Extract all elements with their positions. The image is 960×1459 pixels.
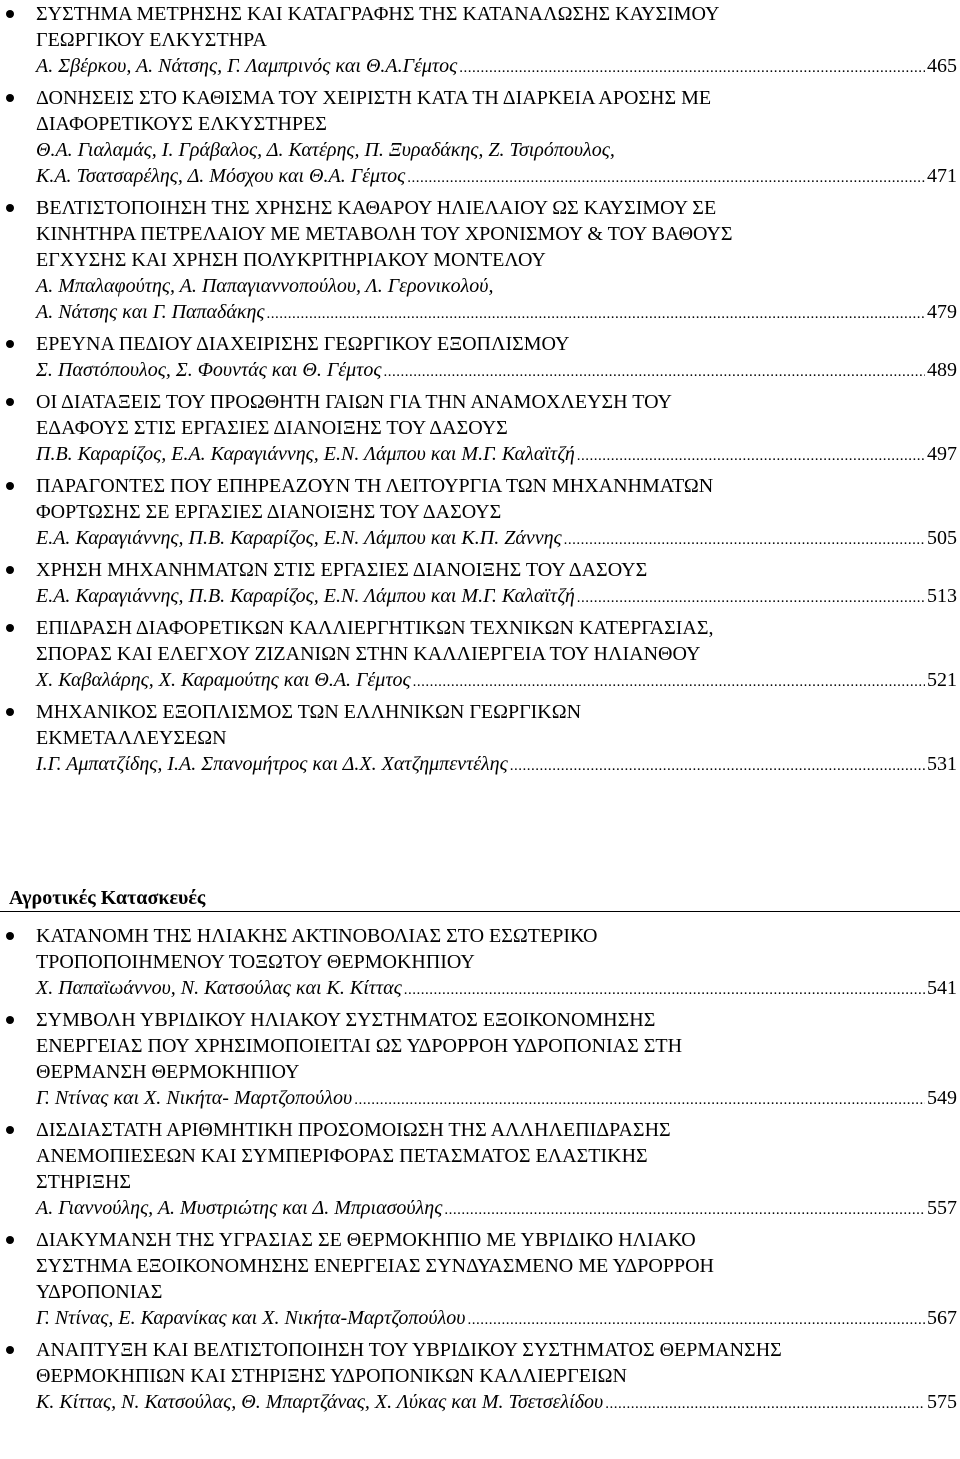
bullet-icon [6,1236,14,1244]
bullet-icon [6,94,14,102]
entry-authors-with-page [36,975,957,1003]
entry-authors: Σ. Παστόπουλος, Σ. Φουντάς και Θ. Γέμτος [36,359,382,381]
toc-entry [0,331,960,385]
entry-title-line: ΟΙ ΔΙΑΤΑΞΕΙΣ ΤΟΥ ΠΡΟΩΘΗΤΗ ΓΑΙΩΝ ΓΙΑ ΤΗΝ ΑΝΑΜΟΧΛΕΥΣΗ ΤΟΥ [36,391,672,413]
entry-authors: Α. Σβέρκου, Α. Νάτσης, Γ. Λαμπρινός και Θ.Α.Γέμτος [36,55,458,77]
entry-title-line: ΜΗΧΑΝΙΚΟΣ ΕΞΟΠΛΙΣΜΟΣ ΤΩΝ ΕΛΛΗΝΙΚΩΝ ΓΕΩΡΓΙΚΩΝ [36,701,582,723]
entry-authors-with-page [36,1195,957,1223]
bullet-icon [6,566,14,574]
bullet-icon [6,398,14,406]
entry-title-line: ΣΥΣΤΗΜΑ ΕΞΟΙΚΟΝΟΜΗΣΗΣ ΕΝΕΡΓΕΙΑΣ ΣΥΝΔΥΑΣΜΕΝΟ ΜΕ ΥΔΡΟΡΡΟΗ [36,1255,714,1277]
dot-leader [459,55,925,81]
dot-leader [577,443,925,469]
entry-title-line: ΘΕΡΜΑΝΣΗ ΘΕΡΜΟΚΗΠΙΟΥ [36,1061,300,1083]
entry-title-line: ΘΕΡΜΟΚΗΠΙΩΝ ΚΑΙ ΣΤΗΡΙΞΗΣ ΥΔΡΟΠΟΝΙΚΩΝ ΚΑΛΛΙΕΡΓΕΙΩΝ [36,1365,627,1387]
entry-title-line: ΕΔΑΦΟΥΣ ΣΤΙΣ ΕΡΓΑΣΙΕΣ ΔΙΑΝΟΙΞΗΣ ΤΟΥ ΔΑΣΟΥΣ [36,417,508,439]
dot-leader [467,1307,925,1333]
entry-authors-with-page [36,667,957,695]
dot-leader [605,1391,925,1417]
toc-entry [0,389,960,469]
dot-leader [266,301,925,327]
entry-title-line: ΕΝΕΡΓΕΙΑΣ ΠΟΥ ΧΡΗΣΙΜΟΠΟΙΕΙΤΑΙ ΩΣ ΥΔΡΟΡΡΟΗ ΥΔΡΟΠΟΝΙΑΣ ΣΤΗ [36,1035,683,1057]
entry-title-line: ΦΟΡΤΩΣΗΣ ΣΕ ΕΡΓΑΣΙΕΣ ΔΙΑΝΟΙΞΗΣ ΤΟΥ ΔΑΣΟΥΣ [36,501,502,523]
toc-entry [0,1,960,81]
entry-title-line: ΑΝΕΜΟΠΙΕΣΕΩΝ ΚΑΙ ΣΥΜΠΕΡΙΦΟΡΑΣ ΠΕΤΑΣΜΑΤΟΣ ΕΛΑΣΤΙΚΗΣ [36,1145,648,1167]
entry-title-line: ΕΓΧΥΣΗΣ ΚΑΙ ΧΡΗΣΗ ΠΟΛΥΚΡΙΤΗΡΙΑΚΟΥ ΜΟΝΤΕΛΟΥ [36,249,546,271]
entry-authors-with-page [36,1085,957,1113]
bullet-icon [6,1126,14,1134]
toc-entry [0,1227,960,1333]
entry-authors-with-page [36,357,957,385]
entry-authors: Ι.Γ. Αμπατζίδης, Ι.Α. Σπανομήτρος και Δ.Χ. Χατζημπεντέλης [36,753,508,775]
entry-title-line: ΤΡΟΠΟΠΟΙΗΜΕΝΟΥ ΤΟΞΩΤΟΥ ΘΕΡΜΟΚΗΠΙΟΥ [36,951,475,973]
entry-title-line: ΔΙΑΚΥΜΑΝΣΗ ΤΗΣ ΥΓΡΑΣΙΑΣ ΣΕ ΘΕΡΜΟΚΗΠΙΟ ΜΕ ΥΒΡΙΔΙΚΟ ΗΛΙΑΚΟ [36,1229,696,1251]
bullet-icon [6,1346,14,1354]
entry-title-line: ΑΝΑΠΤΥΞΗ ΚΑΙ ΒΕΛΤΙΣΤΟΠΟΙΗΣΗ ΤΟΥ ΥΒΡΙΔΙΚΟΥ ΣΥΣΤΗΜΑΤΟΣ ΘΕΡΜΑΝΣΗΣ [36,1339,782,1361]
dot-leader [577,585,925,611]
dot-leader [383,359,925,385]
entry-authors-with-page [36,583,957,611]
entry-title-line: ΔΙΣΔΙΑΣΤΑΤΗ ΑΡΙΘΜΗΤΙΚΗ ΠΡΟΣΟΜΟΙΩΣΗ ΤΗΣ ΑΛΛΗΛΕΠΙΔΡΑΣΗΣ [36,1119,671,1141]
toc-entry [0,85,960,191]
toc-entry [0,1117,960,1223]
dot-leader [413,669,925,695]
entry-title-line: ΣΥΣΤΗΜΑ ΜΕΤΡΗΣΗΣ ΚΑΙ ΚΑΤΑΓΡΑΦΗΣ ΤΗΣ ΚΑΤΑΝΑΛΩΣΗΣ ΚΑΥΣΙΜΟΥ [36,3,720,25]
entry-page-number: 479 [927,301,957,323]
entry-authors: Κ.Α. Τσατσαρέλης, Δ. Μόσχου και Θ.Α. Γέμτος [36,165,406,187]
entry-page-number: 567 [927,1307,957,1329]
entry-authors-line: Α. Μπαλαφούτης, Α. Παπαγιαννοπούλου, Λ. Γερονικολού, [36,275,494,297]
dot-leader [444,1197,925,1223]
toc-entry [0,615,960,695]
bullet-icon [6,340,14,348]
entry-authors-with-page [36,525,957,553]
bullet-icon [6,1016,14,1024]
toc-entry [0,1337,960,1417]
entry-page-number: 513 [927,585,957,607]
entry-authors: Χ. Καβαλάρης, Χ. Καραμούτης και Θ.Α. Γέμτος [36,669,411,691]
entry-authors-line: Θ.Α. Γιαλαμάς, Ι. Γράβαλος, Δ. Κατέρης, Π. Ξυραδάκης, Ζ. Τσιρόπουλος, [36,139,615,161]
entry-title-line: ΒΕΛΤΙΣΤΟΠΟΙΗΣΗ ΤΗΣ ΧΡΗΣΗΣ ΚΑΘΑΡΟΥ ΗΛΙΕΛΑΙΟΥ ΩΣ ΚΑΥΣΙΜΟΥ ΣΕ [36,197,717,219]
entry-page-number: 497 [927,443,957,465]
entry-title-line: ΥΔΡΟΠΟΝΙΑΣ [36,1281,163,1303]
dot-leader [510,753,925,779]
entry-authors: Κ. Κίττας, Ν. Κατσούλας, Θ. Μπαρτζάνας, Χ. Λύκας και Μ. Τσετσελίδου [36,1391,604,1413]
toc-entry [0,923,960,1003]
entry-page-number: 541 [927,977,957,999]
entry-title-line: ΚΑΤΑΝΟΜΗ ΤΗΣ ΗΛΙΑΚΗΣ ΑΚΤΙΝΟΒΟΛΙΑΣ ΣΤΟ ΕΣΩΤΕΡΙΚΟ [36,925,598,947]
entry-page-number: 505 [927,527,957,549]
entry-title-line: ΣΠΟΡΑΣ ΚΑΙ ΕΛΕΓΧΟΥ ΖΙΖΑΝΙΩΝ ΣΤΗΝ ΚΑΛΛΙΕΡΓΕΙΑ ΤΟΥ ΗΛΙΑΝΘΟΥ [36,643,701,665]
entry-authors: Ε.Α. Καραγιάννης, Π.Β. Καραρίζος, Ε.Ν. Λάμπου και Μ.Γ. Καλαϊτζή [36,585,575,607]
entry-authors: Γ. Ντίνας και Χ. Νικήτα- Μαρτζοπούλου [36,1087,353,1109]
section-divider [0,911,960,912]
entry-title-line: ΕΚΜΕΤΑΛΛΕΥΣΕΩΝ [36,727,227,749]
entry-page-number: 549 [927,1087,957,1109]
entry-authors-with-page [36,1305,957,1333]
dot-leader [404,977,925,1003]
bullet-icon [6,624,14,632]
entry-authors-with-page [36,751,957,779]
toc-entry [0,699,960,779]
bullet-icon [6,482,14,490]
dot-leader [354,1087,925,1113]
section-heading: Αγροτικές Κατασκευές [9,887,206,909]
bullet-icon [6,10,14,18]
entry-authors-with-page [36,53,957,81]
entry-authors: Γ. Ντίνας, Ε. Καρανίκας και Χ. Νικήτα-Μαρτζοπούλου [36,1307,466,1329]
entry-page-number: 557 [927,1197,957,1219]
entry-title-line: ΣΥΜΒΟΛΗ ΥΒΡΙΔΙΚΟΥ ΗΛΙΑΚΟΥ ΣΥΣΤΗΜΑΤΟΣ ΕΞΟΙΚΟΝΟΜΗΣΗΣ [36,1009,656,1031]
entry-title-line: ΕΡΕΥΝΑ ΠΕΔΙΟΥ ΔΙΑΧΕΙΡΙΣΗΣ ΓΕΩΡΓΙΚΟΥ ΕΞΟΠΛΙΣΜΟΥ [36,333,570,355]
bullet-icon [6,204,14,212]
entry-page-number: 521 [927,669,957,691]
entry-authors-with-page [36,163,957,191]
toc-entry [0,557,960,611]
entry-page-number: 489 [927,359,957,381]
entry-title-line: ΠΑΡΑΓΟΝΤΕΣ ΠΟΥ ΕΠΗΡΕΑΖΟΥΝ ΤΗ ΛΕΙΤΟΥΡΓΙΑ ΤΩΝ ΜΗΧΑΝΗΜΑΤΩΝ [36,475,714,497]
entry-authors-with-page [36,441,957,469]
entry-title-line: ΔΟΝΗΣΕΙΣ ΣΤΟ ΚΑΘΙΣΜΑ ΤΟΥ ΧΕΙΡΙΣΤΗ ΚΑΤΑ ΤΗ ΔΙΑΡΚΕΙΑ ΑΡΟΣΗΣ ΜΕ [36,87,712,109]
entry-authors: Ε.Α. Καραγιάννης, Π.Β. Καραρίζος, Ε.Ν. Λάμπου και Κ.Π. Ζάννης [36,527,562,549]
entry-title-line: ΔΙΑΦΟΡΕΤΙΚΟΥΣ ΕΛΚΥΣΤΗΡΕΣ [36,113,327,135]
entry-title-line: ΕΠΙΔΡΑΣΗ ΔΙΑΦΟΡΕΤΙΚΩΝ ΚΑΛΛΙΕΡΓΗΤΙΚΩΝ ΤΕΧΝΙΚΩΝ ΚΑΤΕΡΓΑΣΙΑΣ, [36,617,714,639]
entry-authors: Π.Β. Καραρίζος, Ε.Α. Καραγιάννης, Ε.Ν. Λάμπου και Μ.Γ. Καλαϊτζή [36,443,575,465]
toc-entry [0,1007,960,1113]
entry-authors: Α. Νάτσης και Γ. Παπαδάκης [36,301,265,323]
entry-page-number: 465 [927,55,957,77]
toc-entry [0,473,960,553]
entry-page-number: 575 [927,1391,957,1413]
dot-leader [407,165,925,191]
entry-title-line: ΣΤΗΡΙΞΗΣ [36,1171,132,1193]
entry-authors-with-page [36,1389,957,1417]
entry-title-line: ΚΙΝΗΤΗΡΑ ΠΕΤΡΕΛΑΙΟΥ ΜΕ ΜΕΤΑΒΟΛΗ ΤΟΥ ΧΡΟΝΙΣΜΟΥ & ΤΟΥ ΒΑΘΟΥΣ [36,223,733,245]
entry-authors: Χ. Παπαϊωάννου, Ν. Κατσούλας και Κ. Κίττας [36,977,402,999]
bullet-icon [6,932,14,940]
toc-entry [0,195,960,327]
entry-page-number: 471 [927,165,957,187]
entry-page-number: 531 [927,753,957,775]
entry-authors-with-page [36,299,957,327]
bullet-icon [6,708,14,716]
dot-leader [564,527,925,553]
entry-authors: Α. Γιαννούλης, Α. Μυστριώτης και Δ. Μπριασούλης [36,1197,443,1219]
entry-title-line: ΧΡΗΣΗ ΜΗΧΑΝΗΜΑΤΩΝ ΣΤΙΣ ΕΡΓΑΣΙΕΣ ΔΙΑΝΟΙΞΗΣ ΤΟΥ ΔΑΣΟΥΣ [36,559,648,581]
entry-title-line: ΓΕΩΡΓΙΚΟΥ ΕΛΚΥΣΤΗΡΑ [36,29,267,51]
